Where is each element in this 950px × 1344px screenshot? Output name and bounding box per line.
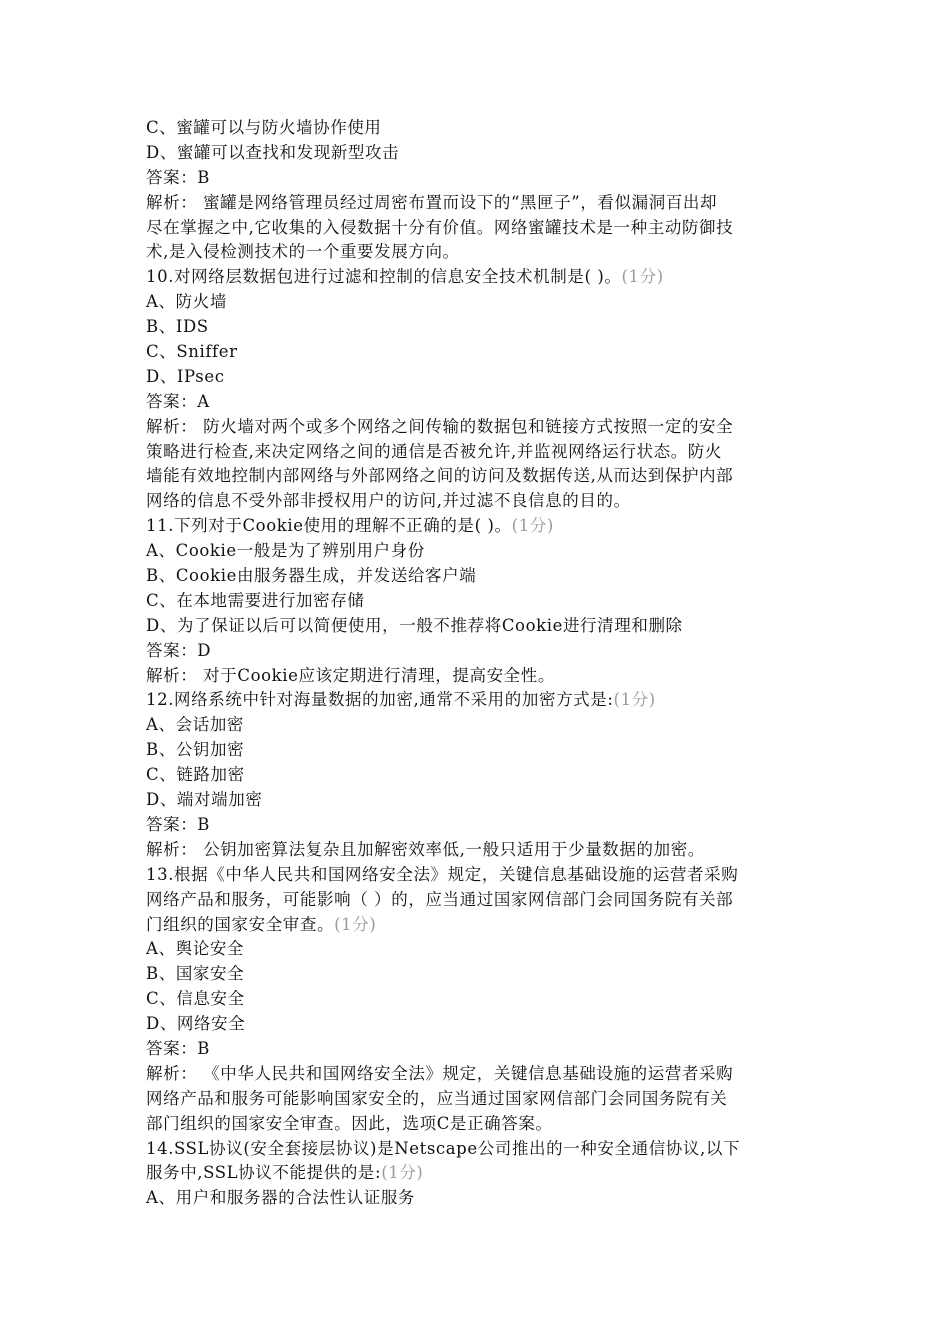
q13-stem-text: 门组织的国家安全审查。 xyxy=(146,914,335,934)
q9-analysis-line-3: 术,是入侵检测技术的一个重要发展方向。 xyxy=(146,242,460,262)
q11-score: (1分) xyxy=(511,516,554,536)
q11-stem-text: 11.下列对于Cookie使用的理解不正确的是( )。 xyxy=(146,516,512,536)
q9-option-d: D、蜜罐可以查找和发现新型攻击 xyxy=(146,142,400,162)
q14-stem-text: 服务中,SSL协议不能提供的是: xyxy=(146,1163,382,1183)
q13-analysis-line-2: 网络产品和服务可能影响国家安全的，应当通过国家网信部门会同国务院有关 xyxy=(146,1088,728,1108)
q12-option-d: D、端对端加密 xyxy=(146,790,263,810)
q9-option-c: C、蜜罐可以与防火墙协作使用 xyxy=(146,118,382,137)
q14-score: (1分) xyxy=(381,1163,424,1183)
q9-analysis-line-1: 解析： 蜜罐是网络管理员经过周密布置而设下的“黑匣子”，看似漏洞百出却 xyxy=(146,192,718,212)
q11-stem xyxy=(146,514,810,539)
q12-score: (1分) xyxy=(613,690,656,710)
q10-stem-text: 10.对网络层数据包进行过滤和控制的信息安全技术机制是( )。 xyxy=(146,267,622,287)
q14-stem-line-1: 14.SSL协议(安全套接层协议)是Netscape公司推出的一种安全通信协议,以下 xyxy=(146,1138,741,1158)
q13-answer: 答案：B xyxy=(146,1038,211,1058)
q13-analysis-line-3: 部门组织的国家安全审查。因此，选项C是正确答案。 xyxy=(146,1113,553,1133)
q10-score: (1分) xyxy=(621,267,664,287)
q10-option-a: A、防火墙 xyxy=(146,292,227,312)
q13-option-c: C、信息安全 xyxy=(146,989,245,1009)
q13-stem-line-2: 网络产品和服务，可能影响（ ）的，应当通过国家网信部门会同国务院有关部 xyxy=(146,889,734,909)
q12-stem xyxy=(146,688,810,713)
q11-option-a: A、Cookie一般是为了辨别用户身份 xyxy=(146,541,425,561)
q10-analysis-line-1: 解析： 防火墙对两个或多个网络之间传输的数据包和链接方式按照一定的安全 xyxy=(146,416,734,436)
q10-answer: 答案：A xyxy=(146,391,210,411)
q12-answer: 答案：B xyxy=(146,814,211,834)
q14-stem-line-2 xyxy=(146,1161,810,1186)
q9-answer: 答案：B xyxy=(146,167,211,187)
q11-analysis-line-1: 解析： 对于Cookie应该定期进行清理，提高安全性。 xyxy=(146,665,555,685)
q12-option-a: A、会话加密 xyxy=(146,715,245,735)
q13-stem-line-1: 13.根据《中华人民共和国网络安全法》规定，关键信息基础设施的运营者采购 xyxy=(146,864,739,884)
q13-option-a: A、舆论安全 xyxy=(146,939,245,959)
q9-analysis-line-2: 尽在掌握之中,它收集的入侵数据十分有价值。网络蜜罐技术是一种主动防御技 xyxy=(146,217,734,237)
q13-analysis-line-1: 解析： 《中华人民共和国网络安全法》规定，关键信息基础设施的运营者采购 xyxy=(146,1063,734,1083)
q12-analysis-line-1: 解析： 公钥加密算法复杂且加解密效率低,一般只适用于少量数据的加密。 xyxy=(146,839,705,859)
q10-stem xyxy=(146,265,810,290)
q10-analysis-line-4: 网络的信息不受外部非授权用户的访问,并过滤不良信息的目的。 xyxy=(146,491,631,511)
q12-option-c: C、链路加密 xyxy=(146,765,245,785)
q12-option-b: B、公钥加密 xyxy=(146,740,245,760)
q13-stem-line-3 xyxy=(146,913,810,938)
q13-score: (1分) xyxy=(334,914,377,934)
q12-stem-text: 12.网络系统中针对海量数据的加密,通常不采用的加密方式是: xyxy=(146,690,614,710)
q11-answer: 答案：D xyxy=(146,640,212,660)
q11-option-b: B、Cookie由服务器生成，并发送给客户端 xyxy=(146,566,477,586)
q14-option-a: A、用户和服务器的合法性认证服务 xyxy=(146,1188,416,1208)
q11-option-c: C、在本地需要进行加密存储 xyxy=(146,590,365,610)
q10-analysis-line-3: 墙能有效地控制内部网络与外部网络之间的访问及数据传送,从而达到保护内部 xyxy=(146,466,734,486)
q10-analysis-line-2: 策略进行检查,来决定网络之间的通信是否被允许,并监视网络运行状态。防火 xyxy=(146,441,722,461)
q13-option-b: B、国家安全 xyxy=(146,964,245,984)
q13-option-d: D、网络安全 xyxy=(146,1014,246,1034)
q11-option-d: D、为了保证以后可以简便使用，一般不推荐将Cookie进行清理和删除 xyxy=(146,615,683,635)
q10-option-c: C、Sniffer xyxy=(146,342,238,362)
q10-option-d: D、IPsec xyxy=(146,366,225,386)
q10-option-b: B、IDS xyxy=(146,317,209,337)
document-page xyxy=(146,116,810,1211)
